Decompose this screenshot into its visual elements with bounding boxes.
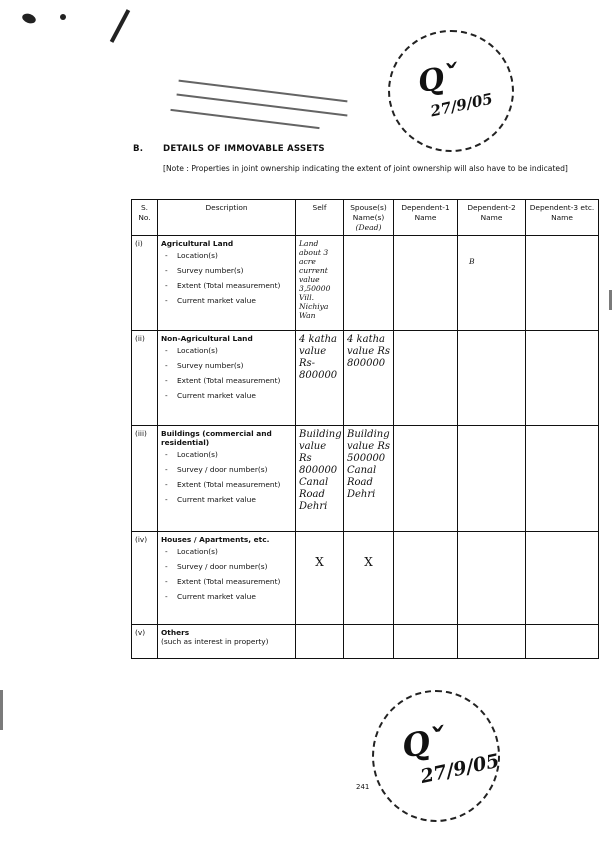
cell-dependent-1 [394, 236, 458, 331]
row-items [161, 546, 292, 602]
cross-mark: X [315, 555, 324, 569]
cell-self [296, 236, 344, 331]
row-items [161, 345, 292, 401]
section-number: B. [133, 144, 144, 154]
signature-bottom: Qˇ [399, 720, 449, 766]
list-item: - Current market value [161, 390, 292, 401]
section-title: DETAILS OF IMMOVABLE ASSETS [163, 144, 325, 154]
row-description [158, 236, 296, 331]
row-title: Houses / Apartments, etc. [161, 535, 270, 544]
cell-dependent-2 [458, 625, 526, 659]
cell-spouse [344, 625, 394, 659]
row-title: Buildings (commercial and residential) [161, 429, 272, 447]
header-dependent-1: Dependent-1 Name [394, 200, 458, 236]
list-item: - Extent (Total measurement) [161, 576, 292, 587]
list-item: - Extent (Total measurement) [161, 280, 292, 291]
cell-dependent-2 [458, 532, 526, 625]
cell-self [296, 532, 344, 625]
handwritten-entry: 4 katha value Rs- 800000 [299, 334, 338, 381]
header-spouse [344, 200, 394, 236]
row-sno: (iv) [132, 532, 158, 625]
handwritten-entry: B [469, 257, 475, 266]
row-description [158, 625, 296, 659]
cell-self [296, 625, 344, 659]
cross-mark: X [364, 555, 373, 569]
cell-spouse [344, 532, 394, 625]
list-item: - Extent (Total measurement) [161, 479, 292, 490]
list-item: - Location(s) [161, 345, 292, 356]
edge-mark [0, 690, 3, 730]
list-item: - Current market value [161, 591, 292, 602]
table-row [132, 426, 599, 532]
cell-dependent-3 [526, 331, 599, 426]
row-items [161, 449, 292, 505]
section-heading [133, 144, 325, 154]
list-item: - Survey number(s) [161, 265, 292, 276]
row-subtitle: (such as interest in property) [161, 637, 269, 646]
row-sno: (iii) [132, 426, 158, 532]
cell-self [296, 426, 344, 532]
row-sno: (v) [132, 625, 158, 659]
cell-dependent-3 [526, 236, 599, 331]
spouse-handwritten-note: (Dead) [355, 223, 382, 232]
handwritten-entry: Land about 3 acre current value 3,50000 Vill. Nichiya Wan [299, 239, 331, 320]
header-spouse-label: Spouse(s) Name(s) [350, 203, 387, 222]
list-item: - Location(s) [161, 250, 292, 261]
stamp-text-smudge [170, 109, 319, 129]
cell-spouse [344, 426, 394, 532]
list-item: - Current market value [161, 494, 292, 505]
cell-dependent-2 [458, 426, 526, 532]
row-title: Others [161, 628, 190, 637]
list-item: - Survey / door number(s) [161, 464, 292, 475]
cell-dependent-1 [394, 331, 458, 426]
table-row [132, 532, 599, 625]
cell-spouse [344, 331, 394, 426]
row-items [161, 250, 292, 306]
signature-top: Qˇ [415, 58, 462, 101]
table-row [132, 236, 599, 331]
cell-self [296, 331, 344, 426]
table-row [132, 625, 599, 659]
stamp-date-bottom: 27/9/05 [418, 749, 502, 789]
handwritten-entry: Building value Rs 800000 Canal Road Dehri [299, 429, 342, 512]
list-item: - Location(s) [161, 449, 292, 460]
list-item: - Survey number(s) [161, 360, 292, 371]
list-item: - Current market value [161, 295, 292, 306]
row-sno: (i) [132, 236, 158, 331]
corner-mark [21, 12, 37, 25]
header-dependent-3: Dependent-3 etc. Name [526, 200, 599, 236]
row-description [158, 532, 296, 625]
cell-dependent-3 [526, 426, 599, 532]
immovable-assets-table [131, 199, 599, 659]
row-title: Agricultural Land [161, 239, 234, 248]
list-item: - Location(s) [161, 546, 292, 557]
header-dependent-2: Dependent-2 Name [458, 200, 526, 236]
handwritten-entry: Building value Rs 500000 Canal Road Dehri [347, 429, 391, 500]
page-number: 241 [356, 783, 370, 791]
cell-spouse [344, 236, 394, 331]
table-row [132, 331, 599, 426]
handwritten-entry: 4 katha value Rs 800000 [347, 334, 391, 369]
row-sno: (ii) [132, 331, 158, 426]
cell-dependent-1 [394, 625, 458, 659]
table-header-row [132, 200, 599, 236]
header-sno: S. No. [132, 200, 158, 236]
cell-dependent-1 [394, 532, 458, 625]
cell-dependent-2 [458, 236, 526, 331]
edge-mark [609, 290, 612, 310]
stamp-date-top: 27/9/05 [428, 89, 495, 121]
section-note: [Note : Properties in joint ownership indicating the extent of joint ownership will also have to be indicated] [163, 164, 568, 173]
list-item: - Extent (Total measurement) [161, 375, 292, 386]
cell-dependent-1 [394, 426, 458, 532]
header-description: Description [158, 200, 296, 236]
cell-dependent-2 [458, 331, 526, 426]
corner-mark [60, 14, 66, 20]
list-item: - Survey / door number(s) [161, 561, 292, 572]
header-self: Self [296, 200, 344, 236]
corner-mark [110, 9, 130, 43]
cell-dependent-3 [526, 532, 599, 625]
row-description [158, 331, 296, 426]
cell-dependent-3 [526, 625, 599, 659]
row-description [158, 426, 296, 532]
row-title: Non-Agricultural Land [161, 334, 253, 343]
